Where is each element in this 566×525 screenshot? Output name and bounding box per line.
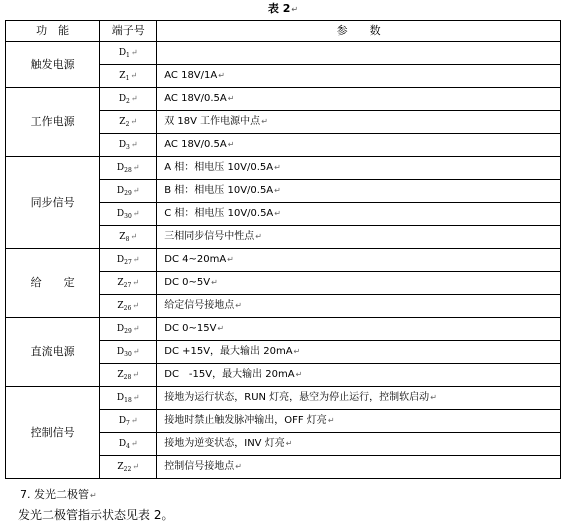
table-caption-text: 表 2 — [267, 2, 291, 15]
paragraph-mark-icon: ↵ — [227, 94, 235, 103]
paragraph-mark-icon: ↵ — [261, 117, 268, 126]
terminal-letter: D — [118, 47, 127, 58]
terminal-cell — [100, 249, 157, 272]
paragraph-mark-icon: ↵ — [227, 140, 235, 149]
parameter-text: A 相：相电压 10V/0.5A — [164, 162, 274, 173]
paragraph-mark-icon: ↵ — [285, 439, 293, 448]
parameter-cell — [157, 318, 561, 341]
terminal-parameter-table — [5, 20, 561, 479]
parameter-text: C 相：相电压 10V/0.5A — [164, 208, 274, 219]
terminal-letter: D — [116, 254, 125, 265]
terminal-number: 7 — [126, 419, 130, 427]
terminal-cell — [100, 410, 157, 433]
body-paragraph: 发光二极管指示状态见表 2。 — [18, 508, 174, 522]
terminal-number: 27 — [123, 281, 132, 289]
parameter-cell — [157, 249, 561, 272]
parameter-cell — [157, 157, 561, 180]
parameter-cell — [157, 364, 561, 387]
section-heading-text: 7. 发光二极管 — [20, 488, 89, 501]
parameter-text: 接地为逆变状态，INV 灯亮 — [164, 438, 285, 449]
terminal-number: 29 — [124, 189, 132, 197]
paragraph-mark-icon: ↵ — [274, 209, 281, 218]
section-heading — [20, 488, 97, 503]
parameter-cell — [157, 387, 561, 410]
terminal-cell — [100, 65, 157, 88]
parameter-cell — [157, 410, 561, 433]
terminal-letter: D — [118, 139, 127, 150]
paragraph-mark-icon: ↵ — [327, 416, 335, 425]
paragraph-mark-icon: ↵ — [130, 116, 138, 126]
paragraph-mark-icon: ↵ — [235, 462, 242, 471]
terminal-cell — [100, 111, 157, 134]
paragraph-mark-icon: ↵ — [430, 393, 437, 402]
parameter-text: 双 18V 工作电源中点 — [164, 116, 261, 127]
terminal-number: 27 — [124, 258, 132, 266]
paragraph-mark-icon: ↵ — [132, 277, 139, 287]
parameter-text: 控制信号接地点 — [164, 461, 235, 472]
paragraph-mark-icon: ↵ — [132, 300, 139, 310]
paragraph-mark-icon: ↵ — [132, 185, 140, 195]
table-caption — [0, 2, 566, 17]
paragraph-mark-icon: ↵ — [293, 347, 301, 356]
table-row — [6, 88, 561, 111]
terminal-number: 28 — [124, 166, 132, 174]
paragraph-mark-icon: ↵ — [130, 139, 138, 149]
terminal-letter: D — [116, 346, 125, 357]
paragraph-mark-icon: ↵ — [235, 301, 242, 310]
parameter-cell — [157, 203, 561, 226]
parameter-cell — [157, 295, 561, 318]
terminal-letter: Z — [117, 277, 124, 288]
paragraph-mark-icon: ↵ — [130, 93, 138, 103]
parameter-text: AC 18V/1A — [164, 70, 218, 81]
terminal-number: 30 — [124, 350, 132, 358]
parameter-text: 接地时禁止触发脉冲输出，OFF 灯亮 — [164, 415, 327, 426]
terminal-letter: Z — [117, 461, 124, 472]
terminal-letter: D — [118, 415, 127, 426]
terminal-letter: Z — [117, 369, 124, 380]
terminal-letter: D — [118, 438, 127, 449]
terminal-cell — [100, 456, 157, 479]
paragraph-mark-icon: ↵ — [274, 163, 281, 172]
table-row — [6, 157, 561, 180]
terminal-cell — [100, 364, 157, 387]
paragraph-mark-icon: ↵ — [295, 370, 303, 379]
header-parameters: 参 数 — [157, 21, 561, 42]
paragraph-mark-icon: ↵ — [130, 438, 138, 448]
paragraph-mark-icon: ↵ — [130, 415, 138, 425]
table-row — [6, 387, 561, 410]
function-cell: 给 定 — [6, 249, 100, 318]
terminal-cell — [100, 318, 157, 341]
parameter-text: 给定信号接地点 — [164, 300, 235, 311]
paragraph-mark-icon: ↵ — [132, 208, 140, 218]
function-cell: 同步信号 — [6, 157, 100, 249]
paragraph-mark-icon: ↵ — [130, 70, 138, 80]
paragraph-mark-icon: ↵ — [255, 232, 262, 241]
terminal-cell — [100, 387, 157, 410]
paragraph-mark-icon: ↵ — [211, 278, 218, 287]
paragraph-mark-icon: ↵ — [132, 323, 140, 333]
parameter-cell — [157, 456, 561, 479]
terminal-number: 1 — [125, 74, 130, 82]
paragraph-mark-icon: ↵ — [227, 255, 234, 264]
parameter-cell — [157, 65, 561, 88]
paragraph-mark-icon: ↵ — [132, 369, 139, 379]
terminal-letter: Z — [117, 300, 124, 311]
paragraph-mark-icon: ↵ — [132, 254, 140, 264]
paragraph-mark-icon: ↵ — [291, 5, 299, 14]
terminal-number: 2 — [125, 120, 130, 128]
terminal-cell — [100, 272, 157, 295]
paragraph-mark-icon: ↵ — [130, 231, 138, 241]
terminal-letter: D — [116, 392, 125, 403]
paragraph-mark-icon: ↵ — [217, 324, 225, 333]
terminal-number: 2 — [126, 97, 130, 105]
parameter-text: AC 18V/0.5A — [164, 139, 227, 150]
function-cell: 工作电源 — [6, 88, 100, 157]
terminal-cell — [100, 203, 157, 226]
table-row — [6, 42, 561, 65]
parameter-cell — [157, 134, 561, 157]
terminal-letter: D — [118, 93, 127, 104]
terminal-cell — [100, 88, 157, 111]
paragraph-mark-icon: ↵ — [90, 491, 97, 500]
terminal-number: 1 — [126, 51, 130, 59]
function-cell: 控制信号 — [6, 387, 100, 479]
parameter-cell — [157, 433, 561, 456]
terminal-letter: D — [116, 323, 125, 334]
parameter-text: DC +15V，最大输出 20mA — [164, 346, 293, 357]
terminal-cell — [100, 42, 157, 65]
parameter-text: AC 18V/0.5A — [164, 93, 227, 104]
paragraph-mark-icon: ↵ — [132, 162, 140, 172]
parameter-text: 三相同步信号中性点 — [164, 231, 255, 242]
terminal-letter: Z — [119, 116, 126, 127]
terminal-letter: Z — [119, 231, 126, 242]
function-cell: 直流电源 — [6, 318, 100, 387]
terminal-letter: D — [116, 162, 125, 173]
parameter-cell — [157, 88, 561, 111]
parameter-cell — [157, 226, 561, 249]
function-cell: 触发电源 — [6, 42, 100, 88]
terminal-number: 22 — [123, 465, 132, 473]
parameter-text: B 相：相电压 10V/0.5A — [164, 185, 274, 196]
parameter-cell — [157, 111, 561, 134]
header-terminal: 端子号 — [100, 21, 157, 42]
terminal-letter: Z — [119, 70, 126, 81]
terminal-number: 8 — [125, 235, 130, 243]
table-header-row — [6, 21, 561, 42]
terminal-number: 18 — [124, 396, 132, 404]
terminal-number: 26 — [123, 304, 132, 312]
parameter-text: DC 0~5V — [164, 277, 211, 288]
terminal-letter: D — [116, 208, 125, 219]
terminal-number: 3 — [126, 143, 130, 151]
terminal-cell — [100, 180, 157, 203]
header-function: 功 能 — [6, 21, 100, 42]
paragraph-mark-icon: ↵ — [132, 392, 140, 402]
paragraph-mark-icon: ↵ — [218, 71, 225, 80]
table-row — [6, 318, 561, 341]
table-row — [6, 249, 561, 272]
paragraph-mark-icon: ↵ — [132, 461, 139, 471]
parameter-text: DC -15V，最大输出 20mA — [164, 369, 295, 380]
paragraph-mark-icon: ↵ — [274, 186, 281, 195]
paragraph-mark-icon: ↵ — [132, 346, 140, 356]
terminal-cell — [100, 157, 157, 180]
parameter-text: DC 0~15V — [164, 323, 217, 334]
terminal-letter: D — [116, 185, 125, 196]
terminal-cell — [100, 433, 157, 456]
terminal-number: 30 — [124, 212, 132, 220]
terminal-cell — [100, 226, 157, 249]
parameter-cell — [157, 272, 561, 295]
parameter-text: DC 4~20mA — [164, 254, 227, 265]
terminal-cell — [100, 134, 157, 157]
terminal-cell — [100, 341, 157, 364]
terminal-number: 29 — [124, 327, 132, 335]
terminal-number: 28 — [123, 373, 132, 381]
terminal-cell — [100, 295, 157, 318]
parameter-text: 接地为运行状态，RUN 灯亮，悬空为停止运行，控制软启动 — [164, 392, 430, 403]
parameter-cell — [157, 42, 561, 65]
paragraph-mark-icon: ↵ — [130, 47, 138, 57]
terminal-number: 4 — [126, 442, 130, 450]
parameter-cell — [157, 180, 561, 203]
parameter-cell — [157, 341, 561, 364]
